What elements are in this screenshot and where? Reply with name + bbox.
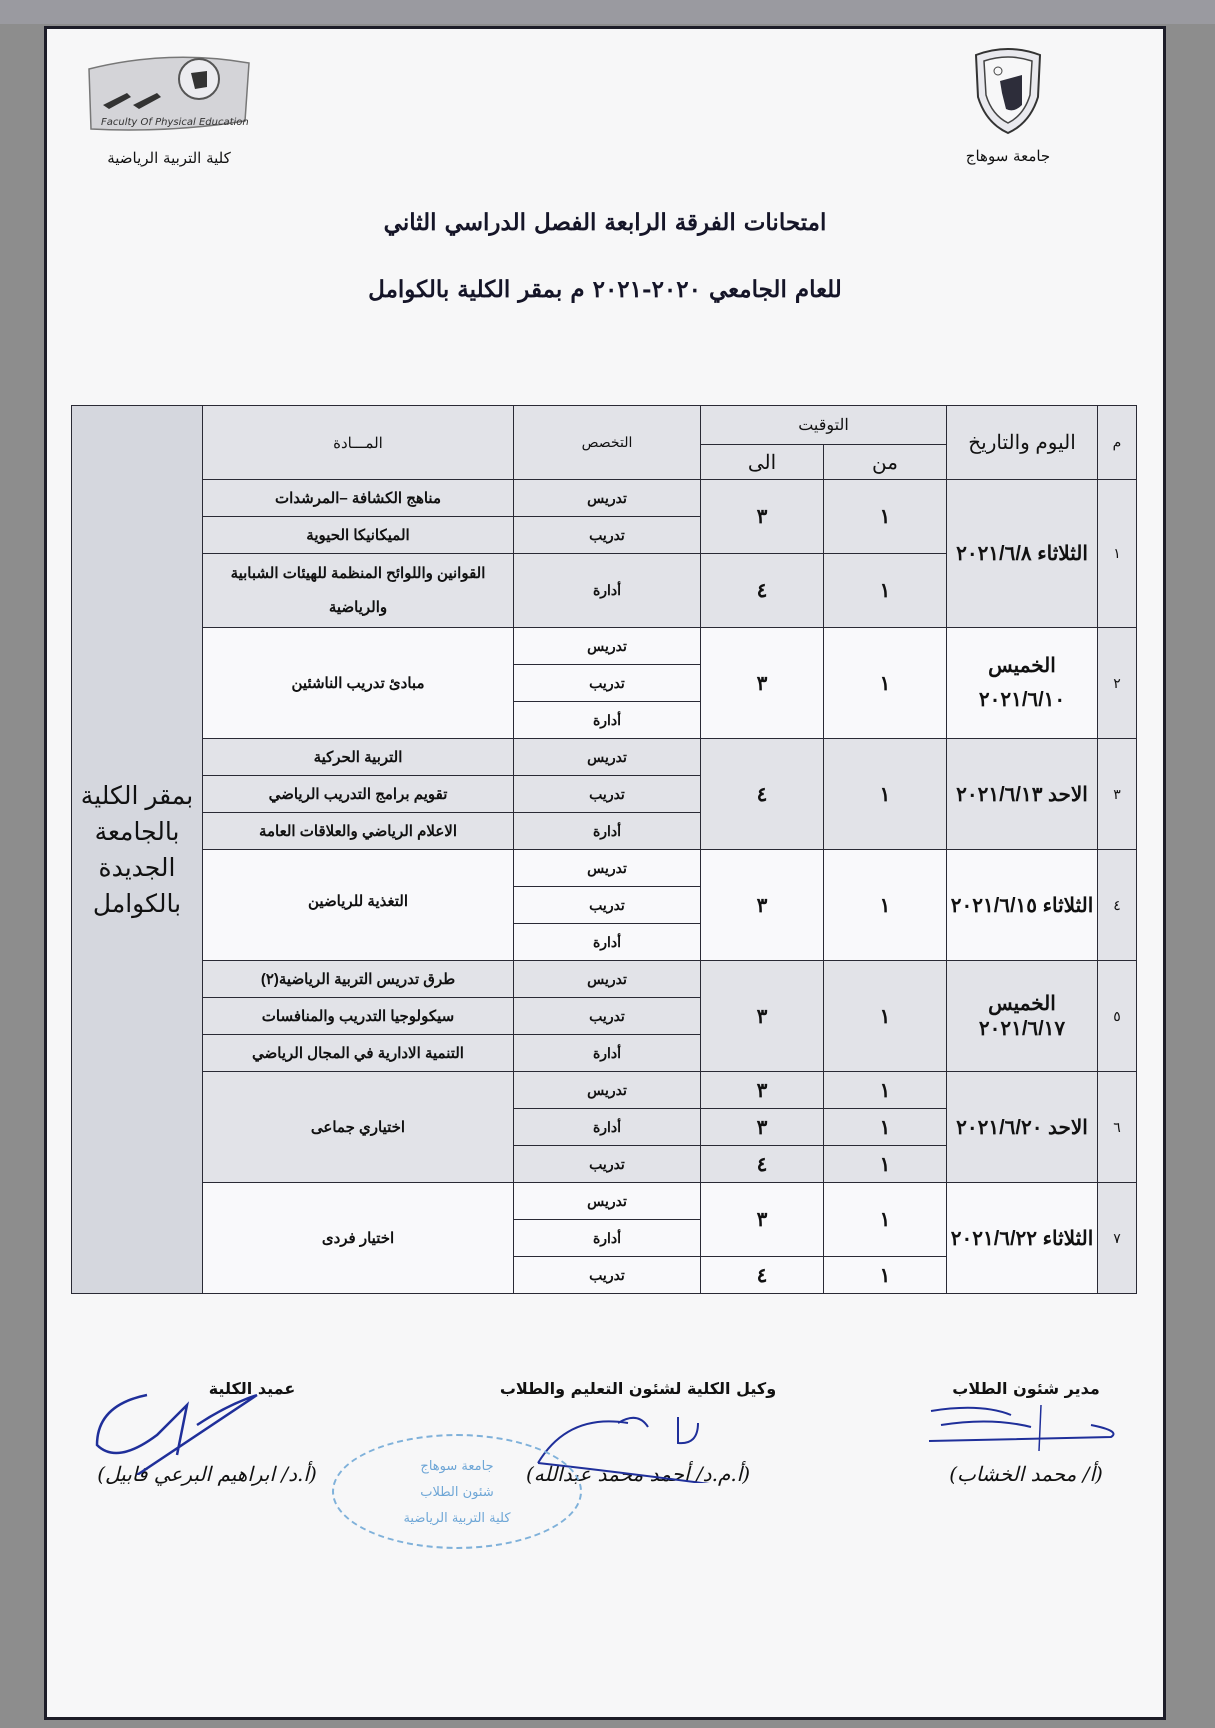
time-to: ٣ bbox=[701, 1109, 824, 1146]
subject: الميكانيكا الحيوية bbox=[203, 517, 514, 554]
specialization: أدارة bbox=[514, 1109, 701, 1146]
row-num: ٢ bbox=[1098, 628, 1137, 739]
row-num: ١ bbox=[1098, 480, 1137, 628]
specialization: أدارة bbox=[514, 1035, 701, 1072]
signature-name: (أ.م.د/ أحمد محمد عبدالله) bbox=[525, 1462, 751, 1486]
location-note-text: بمقر الكلية بالجامعة الجديدة بالكوامل bbox=[80, 781, 194, 918]
specialization: تدريس bbox=[514, 480, 701, 517]
row-date: الثلاثاء ٢٠٢١/٦/١٥ bbox=[947, 850, 1098, 961]
exam-schedule-document bbox=[44, 26, 1166, 1720]
header-specialization: التخصص bbox=[514, 406, 701, 480]
time-to: ٣ bbox=[701, 1072, 824, 1109]
specialization: أدارة bbox=[514, 1220, 701, 1257]
specialization: تدريب bbox=[514, 887, 701, 924]
signature-title: عميد الكلية bbox=[208, 1379, 296, 1398]
specialization: أدارة bbox=[514, 813, 701, 850]
time-from: ١ bbox=[824, 961, 947, 1072]
header-subject: المـــادة bbox=[203, 406, 514, 480]
university-name: جامعة سوهاج bbox=[965, 147, 1051, 165]
specialization: تدريب bbox=[514, 776, 701, 813]
time-from: ١ bbox=[824, 1146, 947, 1183]
subject: سيكولوجيا التدريب والمنافسات bbox=[203, 998, 514, 1035]
header-date: اليوم والتاريخ bbox=[947, 406, 1098, 480]
subject: التغذية للرياضين bbox=[203, 850, 514, 961]
stamp-line-1: جامعة سوهاج bbox=[420, 1459, 494, 1474]
time-from: ١ bbox=[824, 1072, 947, 1109]
specialization: تدريس bbox=[514, 1183, 701, 1220]
scan-border bbox=[0, 0, 1215, 24]
specialization: أدارة bbox=[514, 702, 701, 739]
signature-name: (أ/ محمد الخشاب) bbox=[949, 1462, 1103, 1486]
time-to: ٤ bbox=[701, 554, 824, 628]
specialization: تدريس bbox=[514, 1072, 701, 1109]
subject: مناهج الكشافة –المرشدات bbox=[203, 480, 514, 517]
exam-schedule-table bbox=[71, 405, 1137, 1294]
signature-name: (أ.د/ ابراهيم البرعي قابيل) bbox=[97, 1462, 317, 1486]
row-date: الثلاثاء ٢٠٢١/٦/٢٢ bbox=[947, 1183, 1098, 1294]
time-from: ١ bbox=[824, 628, 947, 739]
faculty-of-physical-education-logo-icon bbox=[79, 49, 259, 139]
subject: اختياري جماعى bbox=[203, 1072, 514, 1183]
subject: التربية الحركية bbox=[203, 739, 514, 776]
header-from: من bbox=[824, 445, 947, 480]
handwritten-signature-icon bbox=[921, 1401, 1121, 1451]
subject: اختيار فردى bbox=[203, 1183, 514, 1294]
specialization: تدريس bbox=[514, 628, 701, 665]
header-timing: التوقيت bbox=[701, 406, 947, 445]
row-date: الخميس ٢٠٢١/٦/١٠ bbox=[947, 628, 1098, 739]
title-line-2: للعام الجامعي ٢٠٢٠-٢٠٢١ م بمقر الكلية بالكوامل bbox=[368, 276, 842, 303]
header-num: م bbox=[1098, 406, 1137, 480]
specialization: تدريب bbox=[514, 517, 701, 554]
time-from: ١ bbox=[824, 850, 947, 961]
specialization: تدريب bbox=[514, 998, 701, 1035]
subject: مبادئ تدريب الناشئين bbox=[203, 628, 514, 739]
subject: الاعلام الرياضي والعلاقات العامة bbox=[203, 813, 514, 850]
subject: التنمية الادارية في المجال الرياضي bbox=[203, 1035, 514, 1072]
subject: تقويم برامج التدريب الرياضي bbox=[203, 776, 514, 813]
time-to: ٣ bbox=[701, 850, 824, 961]
signature-title: وكيل الكلية لشئون التعليم والطلاب bbox=[499, 1379, 777, 1398]
specialization: تدريب bbox=[514, 1257, 701, 1294]
row-num: ٦ bbox=[1098, 1072, 1137, 1183]
row-num: ٥ bbox=[1098, 961, 1137, 1072]
stamp-line-2: شئون الطلاب bbox=[420, 1485, 494, 1500]
signature-student-affairs bbox=[911, 1379, 1141, 1486]
subject: القوانين واللوائح المنظمة للهيئات الشبابية والرياضية bbox=[203, 554, 514, 628]
table-row bbox=[72, 1072, 1137, 1109]
row-num: ٧ bbox=[1098, 1183, 1137, 1294]
time-to: ٤ bbox=[701, 1146, 824, 1183]
header-to: الى bbox=[701, 445, 824, 480]
time-from: ١ bbox=[824, 1257, 947, 1294]
time-to: ٣ bbox=[701, 628, 824, 739]
time-from: ١ bbox=[824, 739, 947, 850]
row-num: ٣ bbox=[1098, 739, 1137, 850]
table-row bbox=[72, 739, 1137, 776]
university-header bbox=[948, 47, 1068, 165]
official-stamp bbox=[332, 1434, 582, 1549]
location-note bbox=[72, 406, 203, 1294]
row-date: الخميس ٢٠٢١/٦/١٧ bbox=[947, 961, 1098, 1072]
time-to: ٤ bbox=[701, 739, 824, 850]
time-to: ٣ bbox=[701, 1183, 824, 1257]
specialization: تدريس bbox=[514, 961, 701, 998]
row-date: الثلاثاء ٢٠٢١/٦/٨ bbox=[947, 480, 1098, 628]
table-row bbox=[72, 961, 1137, 998]
faculty-name: كلية التربية الرياضية bbox=[107, 149, 231, 167]
table-header-row bbox=[72, 406, 1137, 445]
specialization: تدريس bbox=[514, 739, 701, 776]
time-to: ٣ bbox=[701, 961, 824, 1072]
row-date: الاحد ٢٠٢١/٦/١٣ bbox=[947, 739, 1098, 850]
handwritten-signature-icon bbox=[77, 1385, 317, 1475]
time-to: ٣ bbox=[701, 480, 824, 554]
faculty-logo-text: Faculty Of Physical Education bbox=[101, 117, 249, 128]
document-titles bbox=[47, 209, 1163, 303]
subject: طرق تدريس التربية الرياضية(٢) bbox=[203, 961, 514, 998]
signature-dean bbox=[57, 1379, 357, 1486]
table-row bbox=[72, 850, 1137, 887]
specialization: أدارة bbox=[514, 924, 701, 961]
row-num: ٤ bbox=[1098, 850, 1137, 961]
specialization: تدريب bbox=[514, 1146, 701, 1183]
signature-title: مدير شئون الطلاب bbox=[952, 1379, 1100, 1398]
sohag-university-crest-icon bbox=[970, 47, 1046, 137]
stamp-line-3: كلية التربية الرياضية bbox=[403, 1511, 511, 1526]
time-from: ١ bbox=[824, 480, 947, 554]
row-date: الاحد ٢٠٢١/٦/٢٠ bbox=[947, 1072, 1098, 1183]
table-row bbox=[72, 1183, 1137, 1220]
table-row bbox=[72, 480, 1137, 517]
faculty-header bbox=[69, 49, 269, 167]
time-to: ٤ bbox=[701, 1257, 824, 1294]
specialization: تدريس bbox=[514, 850, 701, 887]
specialization: تدريب bbox=[514, 665, 701, 702]
specialization: أدارة bbox=[514, 554, 701, 628]
time-from: ١ bbox=[824, 1183, 947, 1257]
time-from: ١ bbox=[824, 554, 947, 628]
table-row bbox=[72, 628, 1137, 665]
title-line-1: امتحانات الفرقة الرابعة الفصل الدراسي الثاني bbox=[383, 209, 827, 236]
time-from: ١ bbox=[824, 1109, 947, 1146]
